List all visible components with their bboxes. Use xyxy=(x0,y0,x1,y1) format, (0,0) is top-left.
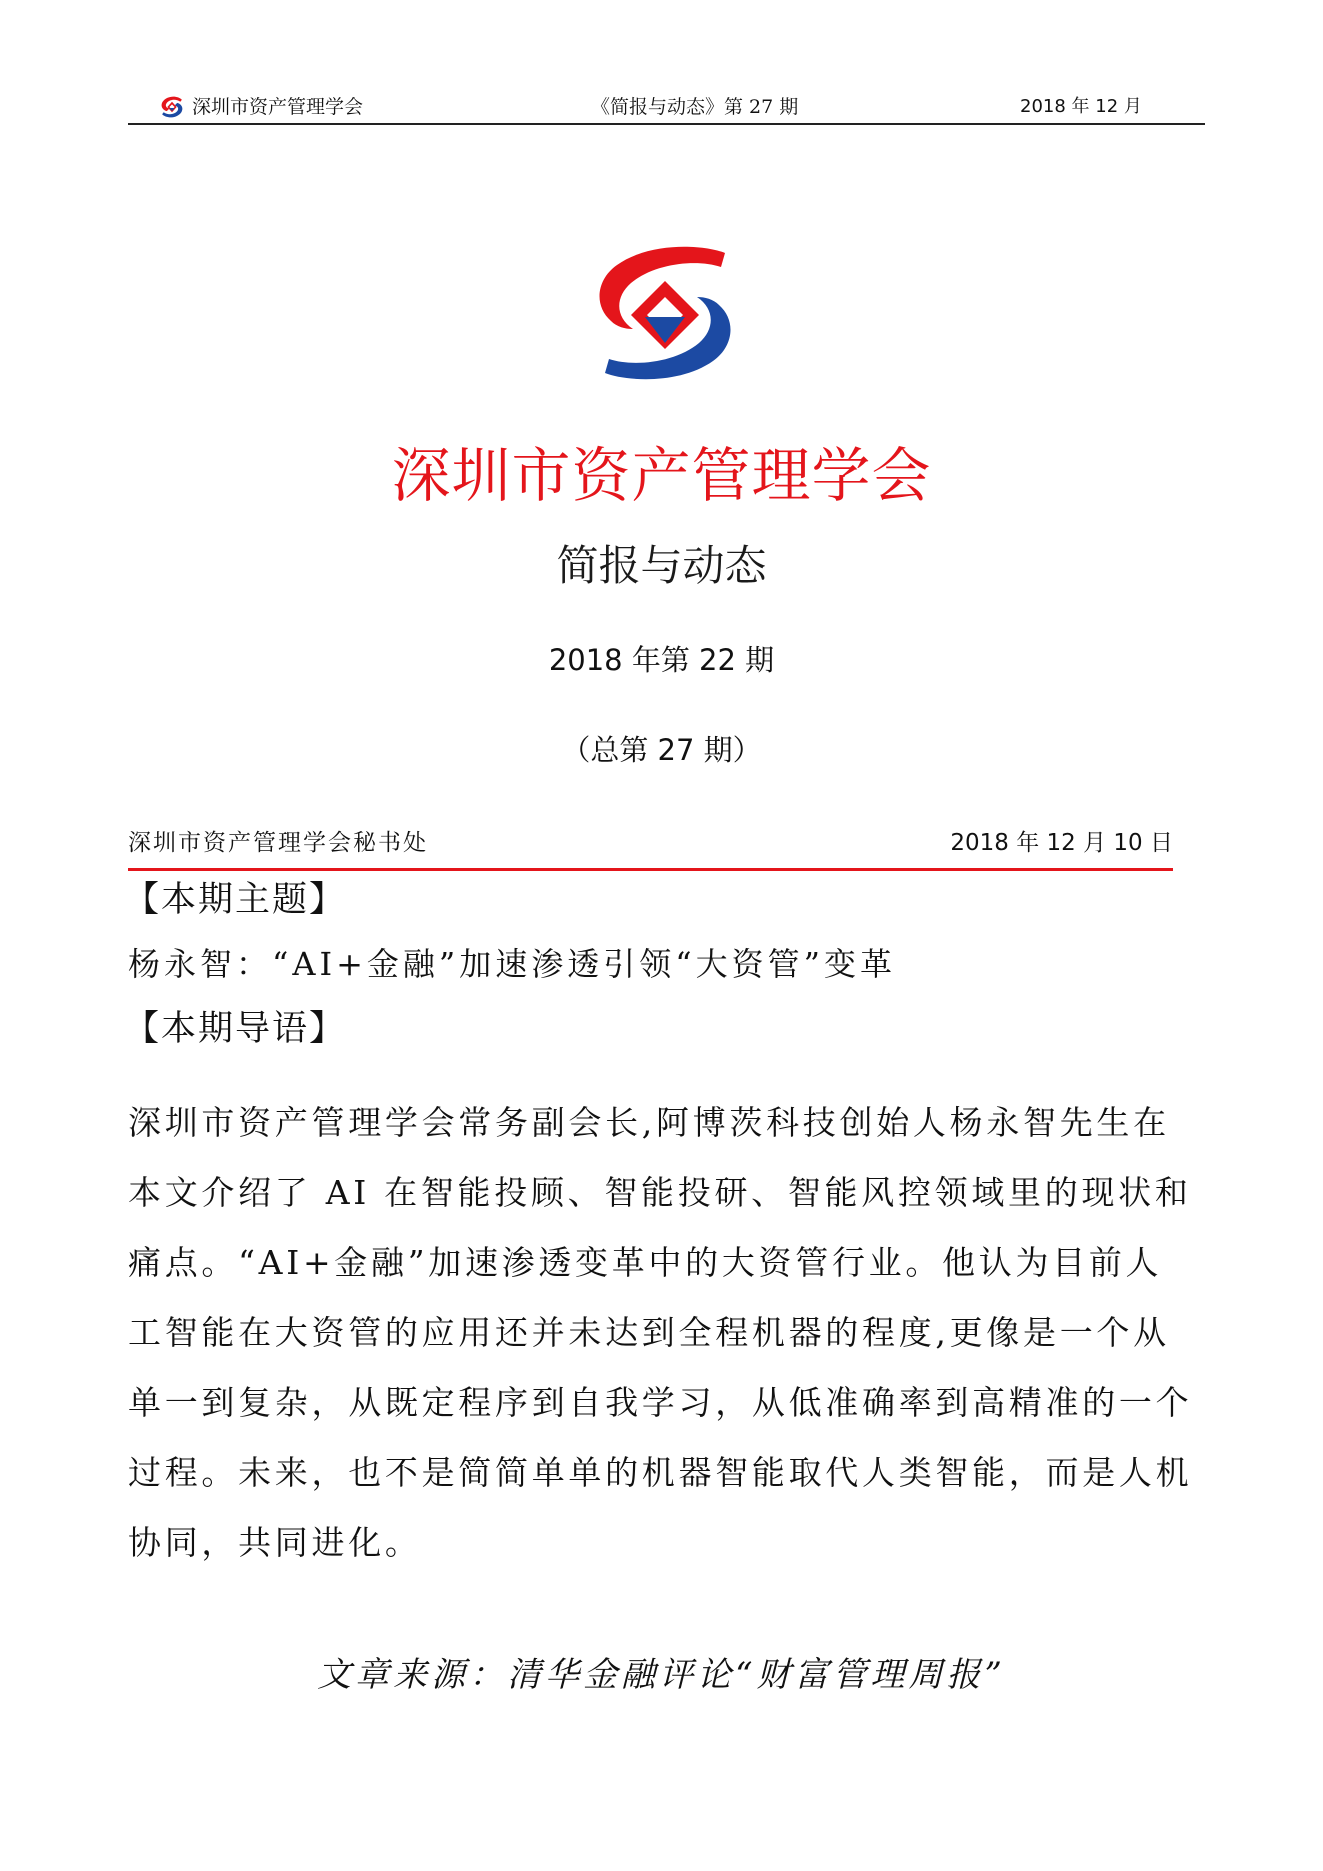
header-issue: 《简报与动态》第 27 期 xyxy=(591,96,799,118)
red-divider xyxy=(128,868,1173,871)
header-rule xyxy=(128,123,1205,125)
intro-line: 工智能在大资管的应用还并未达到全程机器的程度,更像是一个从 xyxy=(128,1313,1170,1352)
masthead-subtitle: 简报与动态 xyxy=(556,541,767,590)
intro-paragraph xyxy=(128,1088,1204,1578)
header-logo-icon xyxy=(158,94,186,120)
header-date: 2018 年 12 月 xyxy=(1020,96,1142,117)
publisher-name: 深圳市资产管理学会秘书处 xyxy=(128,830,428,856)
intro-heading: 【本期导语】 xyxy=(124,1009,347,1049)
theme-title: 杨永智：“AI+金融”加速渗透引领“大资管”变革 xyxy=(128,945,897,983)
intro-line: 单一到复杂，从既定程序到自我学习，从低准确率到高精准的一个 xyxy=(128,1383,1193,1422)
issue-number: 2018 年第 22 期 xyxy=(548,643,775,677)
publish-date: 2018 年 12 月 10 日 xyxy=(950,830,1173,856)
intro-line: 本文介绍了 AI 在智能投顾、智能投研、智能风控领域里的现状和 xyxy=(128,1173,1192,1212)
intro-line: 痛点。“AI+金融”加速渗透变革中的大资管行业。他认为目前人 xyxy=(128,1243,1163,1282)
article-source: 文章来源：清华金融评论“财富管理周报” xyxy=(317,1655,1006,1695)
society-logo-icon xyxy=(593,243,737,383)
intro-line: 协同，共同进化。 xyxy=(128,1523,422,1562)
masthead-title: 深圳市资产管理学会 xyxy=(391,441,932,510)
theme-heading: 【本期主题】 xyxy=(124,880,347,920)
intro-line: 深圳市资产管理学会常务副会长,阿博茨科技创始人杨永智先生在 xyxy=(128,1103,1170,1142)
intro-line: 过程。未来，也不是简简单单的机器智能取代人类智能，而是人机 xyxy=(128,1453,1193,1492)
header-org: 深圳市资产管理学会 xyxy=(192,96,364,118)
total-issue-number: （总第 27 期） xyxy=(561,733,762,767)
